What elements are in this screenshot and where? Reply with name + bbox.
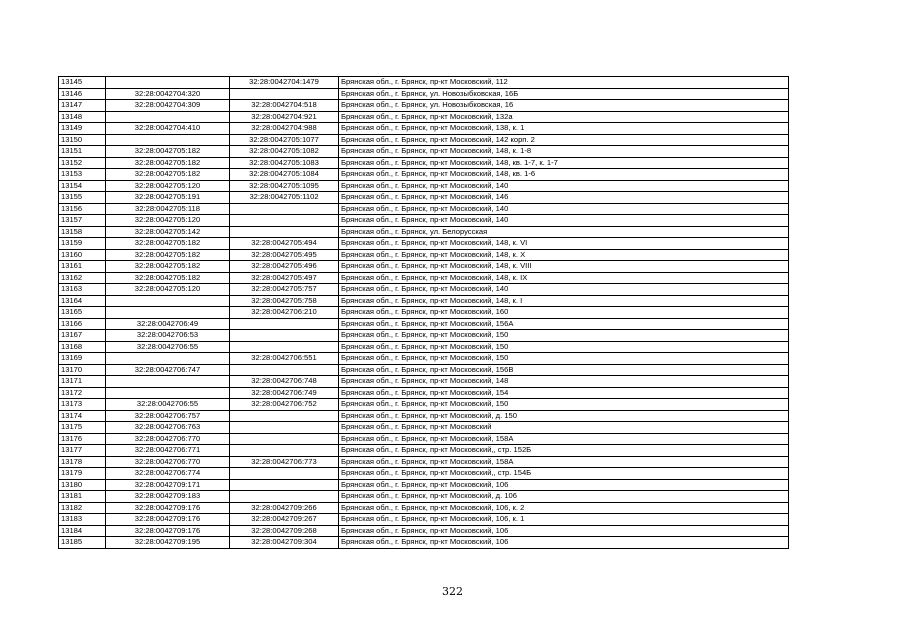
table-row: [59, 525, 789, 537]
object-number-cell: [230, 364, 339, 376]
parcel-number-cell: 32:28:0042709:176: [106, 525, 230, 537]
address-cell: Брянская обл., г. Брянск, пр-кт Московский, 148, к. VIII: [339, 261, 789, 273]
table-row: [59, 192, 789, 204]
address-cell: Брянская обл., г. Брянск, пр-кт Московский, 140: [339, 215, 789, 227]
row-number-cell: 13147: [59, 100, 106, 112]
parcel-number-cell: 32:28:0042706:55: [106, 399, 230, 411]
table-row: [59, 514, 789, 526]
address-cell: Брянская обл., г. Брянск, пр-кт Московский, 142 корп. 2: [339, 134, 789, 146]
address-cell: Брянская обл., г. Брянск, пр-кт Московский, 138, к. 1: [339, 123, 789, 135]
table-row: [59, 479, 789, 491]
table-row: [59, 341, 789, 353]
address-cell: Брянская обл., г. Брянск, пр-кт Московский, 148, к. IX: [339, 272, 789, 284]
object-number-cell: [230, 422, 339, 434]
address-cell: Брянская обл., г. Брянск, пр-кт Московский, 148, к. I: [339, 295, 789, 307]
row-number-cell: 13168: [59, 341, 106, 353]
row-number-cell: 13152: [59, 157, 106, 169]
table-row: [59, 169, 789, 181]
row-number-cell: 13145: [59, 77, 106, 89]
address-cell: Брянская обл., г. Брянск, пр-кт Московский, 150: [339, 341, 789, 353]
object-number-cell: [230, 410, 339, 422]
register-table-body: [59, 77, 789, 549]
table-row: [59, 468, 789, 480]
table-row: [59, 100, 789, 112]
address-cell: Брянская обл., г. Брянск, ул. Новозыбковская, 16Б: [339, 88, 789, 100]
object-number-cell: 32:28:0042709:267: [230, 514, 339, 526]
address-cell: Брянская обл., г. Брянск, ул. Новозыбковская, 16: [339, 100, 789, 112]
table-row: [59, 330, 789, 342]
object-number-cell: [230, 433, 339, 445]
row-number-cell: 13182: [59, 502, 106, 514]
address-cell: Брянская обл., г. Брянск, пр-кт Московский, 132а: [339, 111, 789, 123]
row-number-cell: 13181: [59, 491, 106, 503]
table-row: [59, 502, 789, 514]
parcel-number-cell: 32:28:0042705:191: [106, 192, 230, 204]
parcel-number-cell: 32:28:0042704:410: [106, 123, 230, 135]
address-cell: Брянская обл., г. Брянск, пр-кт Московский, 160: [339, 307, 789, 319]
object-number-cell: 32:28:0042705:758: [230, 295, 339, 307]
object-number-cell: 32:28:0042705:757: [230, 284, 339, 296]
row-number-cell: 13167: [59, 330, 106, 342]
table-row: [59, 203, 789, 215]
address-cell: Брянская обл., г. Брянск, пр-кт Московский, 106: [339, 537, 789, 549]
table-row: [59, 364, 789, 376]
row-number-cell: 13177: [59, 445, 106, 457]
address-cell: Брянская обл., г. Брянск, пр-кт Московский, 150: [339, 353, 789, 365]
object-number-cell: [230, 318, 339, 330]
address-cell: Брянская обл., г. Брянск, пр-кт Московский, 154: [339, 387, 789, 399]
table-row: [59, 410, 789, 422]
address-cell: Брянская обл., г. Брянск, пр-кт Московский, 156А: [339, 318, 789, 330]
table-row: [59, 249, 789, 261]
row-number-cell: 13166: [59, 318, 106, 330]
table-row: [59, 456, 789, 468]
object-number-cell: 32:28:0042706:773: [230, 456, 339, 468]
row-number-cell: 13155: [59, 192, 106, 204]
address-cell: Брянская обл., г. Брянск, пр-кт Московский,, стр. 152Б: [339, 445, 789, 457]
parcel-number-cell: 32:28:0042709:171: [106, 479, 230, 491]
row-number-cell: 13150: [59, 134, 106, 146]
parcel-number-cell: 32:28:0042705:120: [106, 284, 230, 296]
object-number-cell: [230, 341, 339, 353]
address-cell: Брянская обл., г. Брянск, пр-кт Московский, 156В: [339, 364, 789, 376]
object-number-cell: 32:28:0042704:518: [230, 100, 339, 112]
object-number-cell: [230, 203, 339, 215]
table-row: [59, 491, 789, 503]
object-number-cell: 32:28:0042706:752: [230, 399, 339, 411]
row-number-cell: 13151: [59, 146, 106, 158]
row-number-cell: 13185: [59, 537, 106, 549]
address-cell: Брянская обл., г. Брянск, пр-кт Московский, 140: [339, 180, 789, 192]
object-number-cell: [230, 445, 339, 457]
parcel-number-cell: [106, 307, 230, 319]
row-number-cell: 13169: [59, 353, 106, 365]
row-number-cell: 13164: [59, 295, 106, 307]
parcel-number-cell: [106, 376, 230, 388]
parcel-number-cell: [106, 387, 230, 399]
row-number-cell: 13183: [59, 514, 106, 526]
row-number-cell: 13170: [59, 364, 106, 376]
address-cell: Брянская обл., г. Брянск, пр-кт Московский, 148, к. VI: [339, 238, 789, 250]
object-number-cell: 32:28:0042705:1095: [230, 180, 339, 192]
object-number-cell: 32:28:0042705:495: [230, 249, 339, 261]
row-number-cell: 13179: [59, 468, 106, 480]
address-cell: Брянская обл., г. Брянск, пр-кт Московский, 148, к. 1-8: [339, 146, 789, 158]
object-number-cell: 32:28:0042705:1082: [230, 146, 339, 158]
table-row: [59, 215, 789, 227]
table-row: [59, 88, 789, 100]
row-number-cell: 13146: [59, 88, 106, 100]
table-row: [59, 295, 789, 307]
table-row: [59, 134, 789, 146]
table-row: [59, 537, 789, 549]
row-number-cell: 13153: [59, 169, 106, 181]
row-number-cell: 13171: [59, 376, 106, 388]
object-number-cell: 32:28:0042705:496: [230, 261, 339, 273]
table-row: [59, 284, 789, 296]
row-number-cell: 13148: [59, 111, 106, 123]
table-row: [59, 399, 789, 411]
object-number-cell: 32:28:0042709:268: [230, 525, 339, 537]
table-row: [59, 422, 789, 434]
parcel-number-cell: 32:28:0042706:763: [106, 422, 230, 434]
object-number-cell: 32:28:0042705:1083: [230, 157, 339, 169]
object-number-cell: 32:28:0042706:748: [230, 376, 339, 388]
table-row: [59, 445, 789, 457]
object-number-cell: 32:28:0042705:1102: [230, 192, 339, 204]
parcel-number-cell: 32:28:0042706:53: [106, 330, 230, 342]
table-row: [59, 433, 789, 445]
address-cell: Брянская обл., г. Брянск, пр-кт Московский, 112: [339, 77, 789, 89]
row-number-cell: 13184: [59, 525, 106, 537]
page-number: 322: [442, 585, 463, 598]
object-number-cell: 32:28:0042706:749: [230, 387, 339, 399]
address-cell: Брянская обл., г. Брянск, пр-кт Московский, 148, кв. 1-6: [339, 169, 789, 181]
table-row: [59, 307, 789, 319]
object-number-cell: [230, 215, 339, 227]
address-cell: Брянская обл., г. Брянск, пр-кт Московский, 106: [339, 525, 789, 537]
table-row: [59, 318, 789, 330]
row-number-cell: 13154: [59, 180, 106, 192]
table-row: [59, 77, 789, 89]
object-number-cell: 32:28:0042705:1077: [230, 134, 339, 146]
table-row: [59, 272, 789, 284]
address-cell: Брянская обл., г. Брянск, пр-кт Московский, д. 106: [339, 491, 789, 503]
row-number-cell: 13156: [59, 203, 106, 215]
address-cell: Брянская обл., г. Брянск, пр-кт Московский, 148, к. X: [339, 249, 789, 261]
object-number-cell: [230, 330, 339, 342]
object-number-cell: 32:28:0042709:266: [230, 502, 339, 514]
object-number-cell: 32:28:0042705:494: [230, 238, 339, 250]
parcel-number-cell: [106, 134, 230, 146]
table-row: [59, 226, 789, 238]
parcel-number-cell: 32:28:0042709:183: [106, 491, 230, 503]
address-cell: Брянская обл., г. Брянск, пр-кт Московский, 150: [339, 330, 789, 342]
address-cell: Брянская обл., г. Брянск, пр-кт Московский,, стр. 154Б: [339, 468, 789, 480]
parcel-number-cell: 32:28:0042706:771: [106, 445, 230, 457]
parcel-number-cell: 32:28:0042704:309: [106, 100, 230, 112]
address-cell: Брянская обл., г. Брянск, пр-кт Московский, 148: [339, 376, 789, 388]
row-number-cell: 13162: [59, 272, 106, 284]
table-row: [59, 180, 789, 192]
row-number-cell: 13160: [59, 249, 106, 261]
address-cell: Брянская обл., г. Брянск, ул. Белорусская: [339, 226, 789, 238]
row-number-cell: 13175: [59, 422, 106, 434]
object-number-cell: 32:28:0042705:497: [230, 272, 339, 284]
object-number-cell: [230, 226, 339, 238]
object-number-cell: [230, 479, 339, 491]
parcel-number-cell: [106, 295, 230, 307]
table-row: [59, 146, 789, 158]
row-number-cell: 13159: [59, 238, 106, 250]
table-row: [59, 111, 789, 123]
address-cell: Брянская обл., г. Брянск, пр-кт Московский, 148, кв. 1-7, к. 1-7: [339, 157, 789, 169]
table-row: [59, 261, 789, 273]
table-row: [59, 238, 789, 250]
parcel-number-cell: 32:28:0042705:120: [106, 180, 230, 192]
address-cell: Брянская обл., г. Брянск, пр-кт Московский, 106, к. 1: [339, 514, 789, 526]
row-number-cell: 13173: [59, 399, 106, 411]
parcel-number-cell: 32:28:0042706:757: [106, 410, 230, 422]
object-number-cell: 32:28:0042706:551: [230, 353, 339, 365]
parcel-number-cell: 32:28:0042709:195: [106, 537, 230, 549]
parcel-number-cell: 32:28:0042705:182: [106, 157, 230, 169]
parcel-number-cell: 32:28:0042709:176: [106, 502, 230, 514]
parcel-number-cell: 32:28:0042704:320: [106, 88, 230, 100]
object-number-cell: 32:28:0042704:1479: [230, 77, 339, 89]
register-table: [58, 76, 789, 549]
row-number-cell: 13178: [59, 456, 106, 468]
address-cell: Брянская обл., г. Брянск, пр-кт Московский, 140: [339, 284, 789, 296]
row-number-cell: 13161: [59, 261, 106, 273]
object-number-cell: [230, 491, 339, 503]
address-cell: Брянская обл., г. Брянск, пр-кт Московский, 158А: [339, 456, 789, 468]
row-number-cell: 13180: [59, 479, 106, 491]
object-number-cell: [230, 468, 339, 480]
row-number-cell: 13165: [59, 307, 106, 319]
object-number-cell: [230, 88, 339, 100]
row-number-cell: 13158: [59, 226, 106, 238]
parcel-number-cell: 32:28:0042706:55: [106, 341, 230, 353]
address-cell: Брянская обл., г. Брянск, пр-кт Московский, 158А: [339, 433, 789, 445]
parcel-number-cell: 32:28:0042705:120: [106, 215, 230, 227]
object-number-cell: 32:28:0042705:1084: [230, 169, 339, 181]
parcel-number-cell: 32:28:0042705:182: [106, 169, 230, 181]
parcel-number-cell: [106, 111, 230, 123]
address-cell: Брянская обл., г. Брянск, пр-кт Московский, 140: [339, 203, 789, 215]
row-number-cell: 13157: [59, 215, 106, 227]
parcel-number-cell: 32:28:0042705:182: [106, 261, 230, 273]
parcel-number-cell: 32:28:0042705:182: [106, 272, 230, 284]
table-row: [59, 376, 789, 388]
parcel-number-cell: 32:28:0042709:176: [106, 514, 230, 526]
row-number-cell: 13149: [59, 123, 106, 135]
parcel-number-cell: 32:28:0042706:49: [106, 318, 230, 330]
row-number-cell: 13176: [59, 433, 106, 445]
object-number-cell: 32:28:0042709:304: [230, 537, 339, 549]
object-number-cell: 32:28:0042706:210: [230, 307, 339, 319]
address-cell: Брянская обл., г. Брянск, пр-кт Московский, 150: [339, 399, 789, 411]
address-cell: Брянская обл., г. Брянск, пр-кт Московский, 106, к. 2: [339, 502, 789, 514]
row-number-cell: 13172: [59, 387, 106, 399]
parcel-number-cell: 32:28:0042705:182: [106, 146, 230, 158]
parcel-number-cell: 32:28:0042706:747: [106, 364, 230, 376]
address-cell: Брянская обл., г. Брянск, пр-кт Московский, 106: [339, 479, 789, 491]
parcel-number-cell: 32:28:0042706:774: [106, 468, 230, 480]
parcel-number-cell: [106, 353, 230, 365]
parcel-number-cell: 32:28:0042705:182: [106, 249, 230, 261]
parcel-number-cell: 32:28:0042705:182: [106, 238, 230, 250]
row-number-cell: 13174: [59, 410, 106, 422]
address-cell: Брянская обл., г. Брянск, пр-кт Московский, д. 150: [339, 410, 789, 422]
address-cell: Брянская обл., г. Брянск, пр-кт Московский: [339, 422, 789, 434]
parcel-number-cell: 32:28:0042705:142: [106, 226, 230, 238]
table-row: [59, 123, 789, 135]
parcel-number-cell: 32:28:0042706:770: [106, 456, 230, 468]
table-row: [59, 387, 789, 399]
table-row: [59, 353, 789, 365]
object-number-cell: 32:28:0042704:988: [230, 123, 339, 135]
table-row: [59, 157, 789, 169]
parcel-number-cell: 32:28:0042706:770: [106, 433, 230, 445]
object-number-cell: 32:28:0042704:921: [230, 111, 339, 123]
address-cell: Брянская обл., г. Брянск, пр-кт Московский, 146: [339, 192, 789, 204]
parcel-number-cell: [106, 77, 230, 89]
parcel-number-cell: 32:28:0042705:118: [106, 203, 230, 215]
row-number-cell: 13163: [59, 284, 106, 296]
